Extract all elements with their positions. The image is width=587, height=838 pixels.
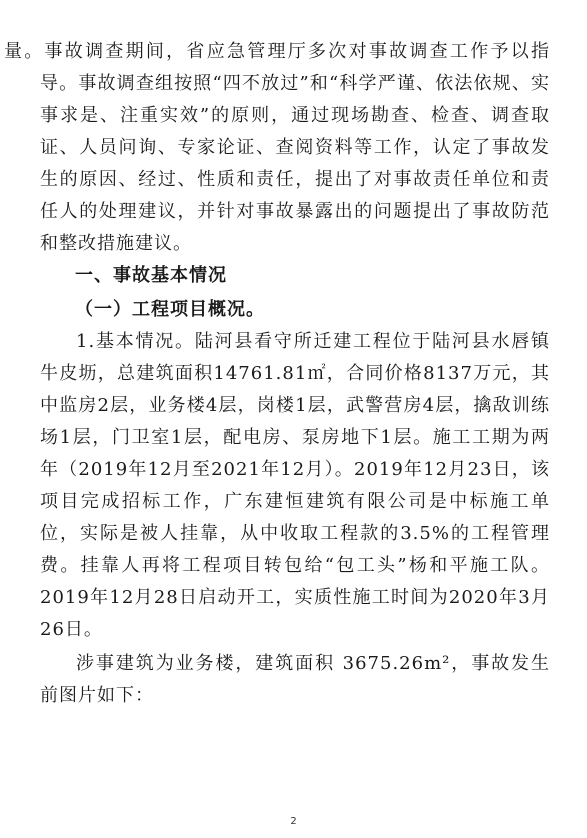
intro-paragraph: 量。事故调查期间，省应急管理厅多次对事故调查工作予以指导。事故调查组按照“四不放过”和“科学严谨、依法依规、实事求是、注重实效”的原则，通过现场勘查、检查、调查取证、人员问询、专家论证、查阅资料等工作，认定了事故发生的原因、经过、性质和责任，提出了对事故责任单位和责任人的处理建议，并针对事故暴露出的问题提出了事故防范和整改措施建议。 bbox=[4, 41, 550, 254]
building-paragraph: 涉事建筑为业务楼，建筑面积 3675.26m²，事故发生前图片如下： bbox=[40, 653, 550, 706]
section-heading: 一、事故基本情况 bbox=[75, 265, 227, 286]
basic-info-paragraph: 1.基本情况。陆河县看守所迁建工程位于陆河县水唇镇牛皮坜，总建筑面积14761.81㎡，合同价格8137万元，其中监房2层，业务楼4层，岗楼1层，武警营房4层，擒敌训练场1层，门卫室1层，配电房、泵房地下1层。施工工期为两年（2019年12月至2021年12月）。2019年12月23日，该项目完成招标工作，广东建恒建筑有限公司是中标施工单位，实际是被人挂靠，从中收取工程款的3.5%的工程管理费。挂靠人再将工程项目转包给“包工头”杨和平施工队。2019年12月28日启动开工，实质性施工时间为2020年3月26日。 bbox=[40, 331, 550, 640]
subsection-heading: （一）工程项目概况。 bbox=[75, 299, 265, 320]
page-number: 2 bbox=[290, 816, 297, 827]
